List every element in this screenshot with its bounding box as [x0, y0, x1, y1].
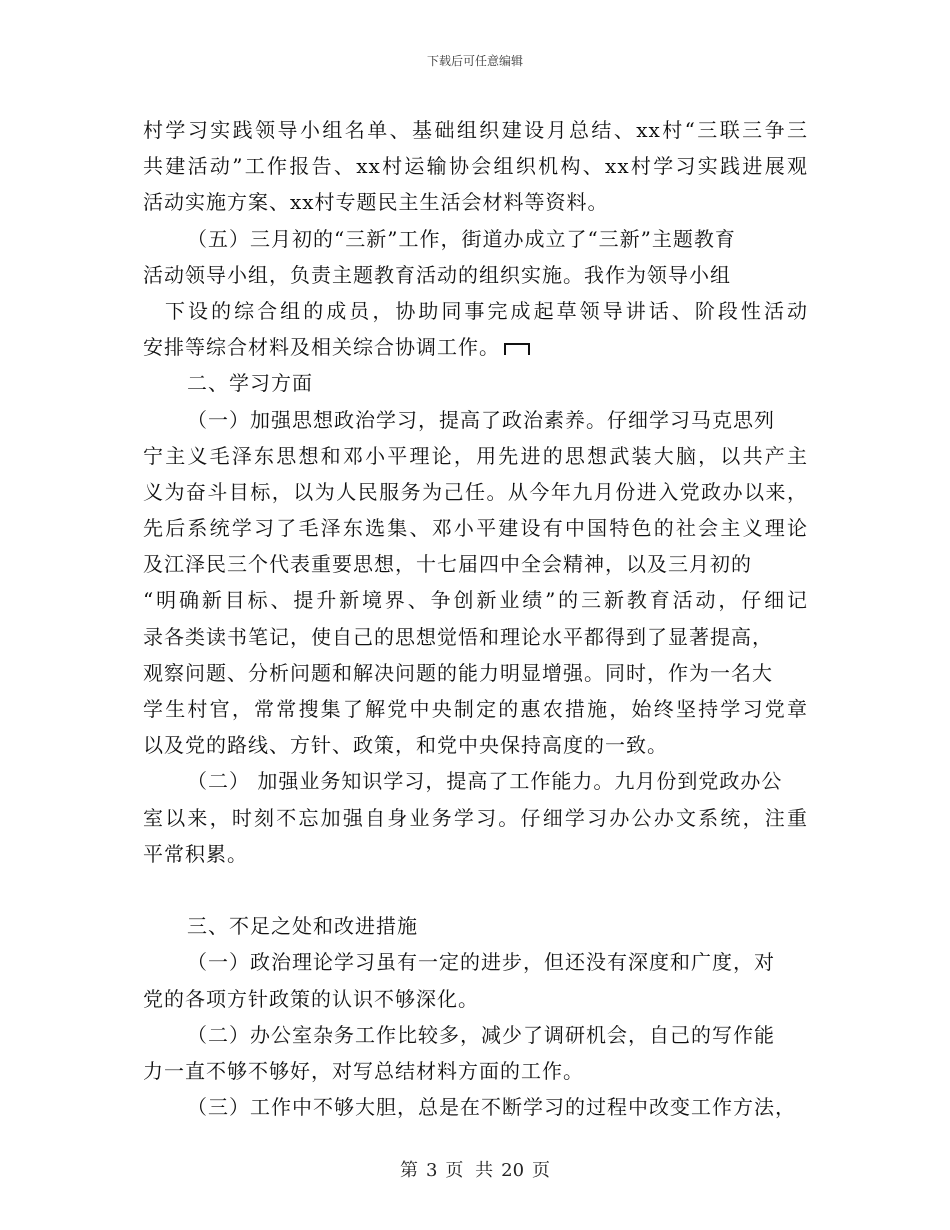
body-line: 及江泽民三个代表重要思想，十七届四中全会精神，以及三月初的 — [143, 552, 752, 577]
body-line: 室以来，时刻不忘加强自身业务学习。仔细学习办公办文系统，注重 — [143, 805, 808, 830]
body-line: 村学习实践领导小组名单、基础组织建设月总结、xx村“三联三争三 — [143, 118, 808, 142]
section-heading: 二、学习方面 — [187, 371, 313, 396]
body-line: 录各类读书笔记，使自己的思想觉悟和理论水平都得到了显著提高， — [143, 624, 773, 649]
body-line: 共建活动”工作报告、xx村运输协会组织机构、xx村学习实践进展观 — [143, 154, 808, 179]
body-line: 义为奋斗目标，以为人民服务为己任。从今年九月份进入党政办以来， — [143, 479, 808, 504]
blank-line — [143, 872, 808, 908]
anchor-mark-icon — [504, 343, 530, 355]
body-line: 宁主义毛泽东思想和邓小平理论，用先进的思想武装大脑，以共产主 — [143, 443, 808, 468]
body-line: 平常积累。 — [143, 841, 248, 866]
body-line: （二）办公室杂务工作比较多，减少了调研机会，自己的写作能 — [187, 1022, 775, 1047]
footer-prefix: 第 — [399, 1160, 418, 1181]
body-line: （五）三月初的“三新”工作，街道办成立了“三新”主题教育 — [187, 226, 736, 251]
section-heading: 三、不足之处和改进措施 — [187, 914, 418, 939]
footer-total-pages: 20 — [501, 1160, 525, 1181]
body-line: 下设的综合组的成员，协助同事完成起草领导讲话、阶段性活动 — [165, 298, 808, 323]
body-line — [143, 329, 808, 365]
body-line: “明确新目标、提升新境界、争创新业绩”的三新教育活动，仔细记 — [143, 588, 808, 613]
body-line: 以及党的路线、方针、政策，和党中央保持高度的一致。 — [143, 733, 668, 758]
body-line: 力一直不够不够好，对写总结材料方面的工作。 — [143, 1058, 584, 1083]
body-line: （一）加强思想政治学习，提高了政治素养。仔细学习马克思列 — [187, 407, 775, 432]
page-footer — [0, 1156, 950, 1182]
body-line: （一）政治理论学习虽有一定的进步，但还没有深度和广度，对 — [187, 950, 775, 975]
body-line: 学生村官，常常搜集了解党中央制定的惠农措施，始终坚持学习党章 — [143, 697, 808, 721]
page-header-note: 下载后可任意编辑 — [426, 54, 523, 68]
document-body — [143, 112, 808, 1125]
body-line: 活动实施方案、xx村专题民主生活会材料等资料。 — [143, 190, 609, 215]
body-line: 活动领导小组，负责主题教育活动的组织实施。我作为领导小组 — [143, 262, 731, 287]
footer-page-number: 3 — [425, 1160, 438, 1181]
footer-mid: 页 共 — [445, 1160, 494, 1181]
body-line: 党的各项方针政策的认识不够深化。 — [143, 986, 479, 1011]
body-line: （三）工作中不够大胆，总是在不断学习的过程中改变工作方法， — [187, 1095, 796, 1120]
body-line: （二） 加强业务知识学习，提高了工作能力。九月份到党政办公 — [187, 769, 783, 794]
body-line: 观察问题、分析问题和解决问题的能力明显增强。同时，作为一名大 — [143, 660, 773, 685]
footer-suffix: 页 — [532, 1160, 551, 1181]
body-line-text: 安排等综合材料及相关综合协调工作。 — [143, 335, 500, 360]
body-line: 先后系统学习了毛泽东选集、邓小平建设有中国特色的社会主义理论 — [143, 516, 808, 541]
